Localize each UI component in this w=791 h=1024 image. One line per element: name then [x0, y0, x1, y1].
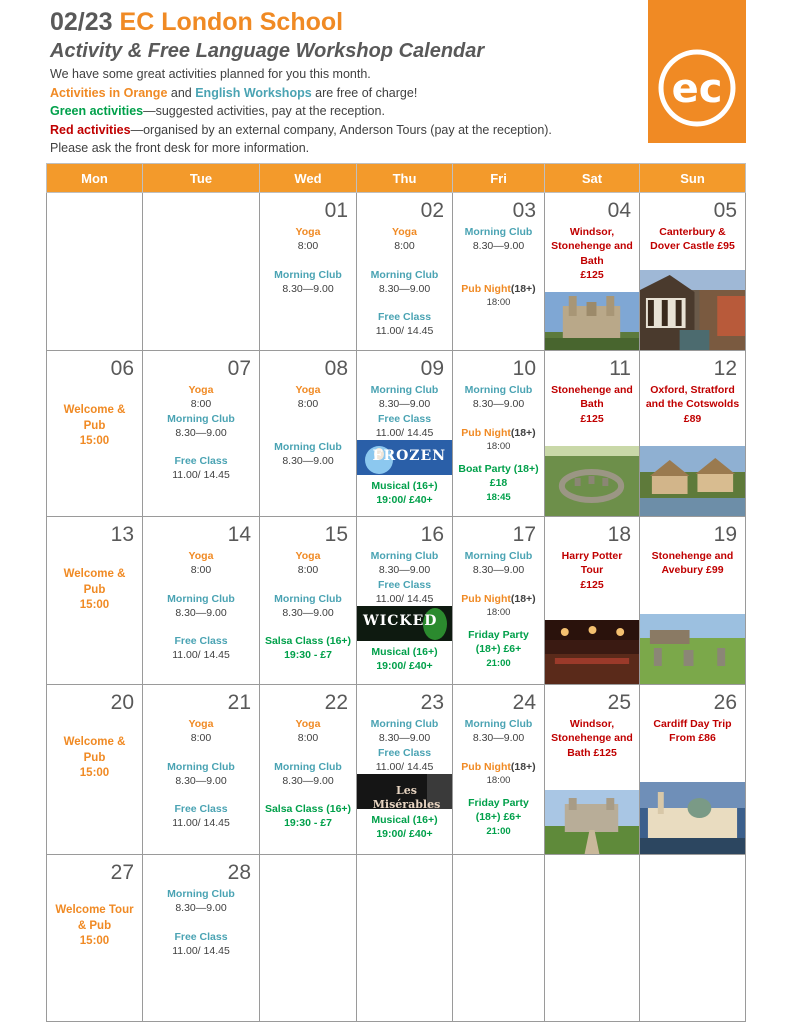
stonehenge-photo: [545, 446, 639, 516]
intro-line-1: We have some great activities planned for you this month.: [50, 67, 371, 81]
weekday-header-row: [47, 164, 746, 193]
welcome-pub: [47, 735, 142, 782]
harry-potter-photo: [545, 620, 639, 684]
header: [50, 6, 640, 158]
day-number: 08: [324, 357, 348, 380]
welcome-pub: [47, 403, 142, 450]
cotswolds-photo: [640, 446, 745, 516]
day-cell-20: [47, 685, 143, 855]
pub-night-label: Pub Night: [461, 426, 511, 439]
day-number: 13: [110, 523, 134, 546]
day-number: 14: [227, 523, 251, 546]
morning-club-time: 8.30—9.00: [175, 426, 227, 439]
trip-line: Stonehenge and: [551, 240, 633, 253]
free-class-label: Free Class: [377, 578, 432, 591]
day-number: 17: [512, 523, 536, 546]
empty-day: [47, 193, 143, 351]
day-number: 10: [512, 357, 536, 380]
free-class-label: Free Class: [174, 455, 228, 468]
day-number: 06: [110, 357, 134, 380]
wicked-banner: [357, 606, 452, 641]
pub-night-age: (18+): [510, 426, 536, 439]
day-cell-01: [260, 193, 357, 351]
yoga-time: 8:00: [297, 398, 319, 411]
day-number: 03: [512, 199, 536, 222]
intro-line-2: [50, 84, 640, 103]
welcome-pub-line: Welcome &: [63, 736, 126, 748]
empty-day: [143, 193, 260, 351]
free-class-time: 11.00/ 14.45: [172, 469, 230, 482]
trip-line: Stonehenge and: [551, 732, 633, 745]
day-cell-21: [143, 685, 260, 855]
boat-party-price: £18: [489, 477, 508, 490]
trip-info: [640, 549, 745, 578]
day-number: 20: [110, 691, 134, 714]
trip-price: Dover Castle £95: [650, 240, 735, 253]
free-class-time: 11.00/ 14.45: [375, 592, 434, 605]
yoga-time: 8:00: [190, 564, 212, 577]
weekday-fri: Fri: [453, 164, 545, 193]
trip-line: Windsor,: [569, 718, 615, 730]
intro-and: and: [167, 85, 196, 100]
wicked-title: WICKED: [363, 613, 438, 630]
ec-logo-icon: [657, 48, 737, 128]
trip-info: [640, 383, 745, 426]
day-cell-23: [357, 685, 453, 855]
empty-day: [453, 855, 545, 1022]
morning-club-time: 8.30—9.00: [378, 732, 431, 745]
weekday-sun: Sun: [640, 164, 746, 193]
day-events: [357, 225, 452, 339]
yoga-label: Yoga: [295, 226, 321, 238]
day-number: 26: [713, 691, 737, 714]
day-events: [453, 549, 544, 671]
morning-club-time: 8.30—9.00: [472, 240, 525, 253]
yoga-label: Yoga: [188, 384, 214, 396]
les-miserables-title: Les Misérables: [372, 784, 441, 810]
trip-price: Avebury £99: [661, 564, 724, 577]
morning-club-time: 8.30—9.00: [472, 564, 525, 577]
empty-day: [545, 855, 640, 1022]
day-events: [260, 717, 356, 831]
intro-text: [50, 65, 640, 158]
pub-night-age: (18+): [510, 282, 536, 295]
morning-club-time: 8.30—9.00: [282, 454, 334, 467]
free-class-label: Free Class: [174, 930, 228, 943]
pub-night-time: 18:00: [486, 774, 511, 786]
weekday-sat: Sat: [545, 164, 640, 193]
trip-line: and the Cotswolds: [645, 398, 740, 411]
pub-night-time: 18:00: [486, 440, 511, 452]
morning-club-label: Morning Club: [370, 384, 439, 396]
morning-club-label: Morning Club: [167, 412, 235, 425]
trip-info: [545, 549, 639, 592]
morning-club-label: Morning Club: [464, 718, 533, 730]
morning-club-time: 8.30—9.00: [282, 774, 334, 787]
trip-info: [640, 717, 745, 746]
day-number: 02: [420, 199, 444, 222]
welcome-tour-time: 15:00: [79, 935, 110, 947]
activities-orange-label: Activities in Orange: [50, 85, 168, 100]
salsa-class-label: Salsa Class (16+): [264, 635, 352, 648]
empty-day: [357, 855, 453, 1022]
day-number: 21: [227, 691, 251, 714]
yoga-label: Yoga: [188, 550, 214, 562]
pub-night-label: Pub Night: [461, 592, 511, 605]
day-cell-06: [47, 351, 143, 517]
morning-club-label: Morning Club: [370, 268, 439, 281]
day-events: [357, 717, 452, 842]
week-row-3: [47, 517, 746, 685]
morning-club-label: Morning Club: [274, 592, 342, 605]
week-row-1: [47, 193, 746, 351]
trip-price: From £86: [669, 732, 716, 745]
day-cell-18: [545, 517, 640, 685]
day-events: [143, 887, 259, 958]
yoga-label: Yoga: [295, 384, 321, 396]
musical-price: 19:00/ £40+: [376, 660, 433, 673]
trip-line: Bath: [580, 254, 604, 267]
morning-club-time: 8.30—9.00: [282, 282, 334, 295]
trip-line: Canterbury &: [659, 226, 726, 238]
day-number: 09: [420, 357, 444, 380]
musical-price: 19:00/ £40+: [376, 828, 433, 841]
day-events: [143, 717, 259, 831]
day-cell-15: [260, 517, 357, 685]
free-class-label: Free Class: [377, 311, 432, 324]
morning-club-time: 8.30—9.00: [175, 774, 227, 787]
trip-line: Stonehenge and: [551, 384, 633, 396]
friday-party-label: Friday Party: [468, 629, 529, 642]
morning-club-time: 8.30—9.00: [175, 606, 227, 619]
svg-text:ec: ec: [671, 66, 723, 112]
welcome-pub-time: 15:00: [79, 767, 110, 779]
green-activities-label: Green activities: [50, 104, 144, 118]
welcome-pub-time: 15:00: [79, 599, 110, 611]
week-row-4: [47, 685, 746, 855]
trip-price: £125: [580, 268, 604, 281]
day-events: [357, 549, 452, 674]
day-cell-14: [143, 517, 260, 685]
day-number: 25: [607, 691, 631, 714]
friday-party-price: (18+) £6+: [475, 643, 522, 656]
day-number: 19: [713, 523, 737, 546]
day-cell-27: [47, 855, 143, 1022]
green-activities-text: —suggested activities, pay at the reception.: [143, 104, 385, 118]
day-events: [453, 717, 544, 839]
day-cell-09: [357, 351, 453, 517]
trip-price: £125: [580, 412, 604, 425]
weekday-wed: Wed: [260, 164, 357, 193]
salsa-class-price: 19:30 - £7: [284, 817, 332, 830]
morning-club-label: Morning Club: [464, 550, 533, 562]
welcome-pub-line: Pub: [83, 583, 106, 596]
day-cell-25: [545, 685, 640, 855]
trip-info: [545, 225, 639, 282]
free-class-label: Free Class: [377, 746, 432, 759]
day-cell-17: [453, 517, 545, 685]
salsa-class-price: 19:30 - £7: [284, 649, 332, 662]
les-miserables-banner: [357, 774, 452, 809]
welcome-tour-line: Welcome Tour: [55, 904, 134, 916]
intro-line-3: [50, 102, 640, 121]
free-class-time: 11.00/ 14.45: [375, 760, 434, 773]
trip-price: £89: [683, 412, 702, 425]
pub-night-time: 18:00: [486, 606, 511, 618]
day-number: 12: [713, 357, 737, 380]
yoga-time: 8:00: [190, 398, 212, 411]
yoga-label: Yoga: [295, 718, 321, 730]
free-class-time: 11.00/ 14.45: [375, 426, 434, 439]
welcome-pub-line: Pub: [83, 751, 106, 764]
welcome-tour-line: & Pub: [77, 919, 112, 932]
trip-line: Harry Potter: [561, 550, 623, 562]
day-events: [143, 383, 259, 483]
pub-night-time: 18:00: [486, 296, 511, 308]
friday-party-price: (18+) £6+: [475, 811, 522, 824]
day-cell-02: [357, 193, 453, 351]
yoga-label: Yoga: [295, 550, 321, 562]
week-row-2: [47, 351, 746, 517]
week-row-5: [47, 855, 746, 1022]
day-cell-16: [357, 517, 453, 685]
morning-club-label: Morning Club: [464, 384, 533, 396]
trip-line: Cardiff Day Trip: [653, 718, 732, 730]
day-events: [143, 549, 259, 663]
empty-day: [260, 855, 357, 1022]
day-events: [260, 383, 356, 468]
morning-club-time: 8.30—9.00: [472, 732, 525, 745]
english-workshops-label: English Workshops: [195, 85, 312, 100]
empty-day: [640, 855, 746, 1022]
day-cell-04: [545, 193, 640, 351]
day-number: 07: [227, 357, 251, 380]
trip-line: Oxford, Stratford: [650, 384, 735, 396]
welcome-pub-line: Pub: [83, 419, 106, 432]
weekday-tue: Tue: [143, 164, 260, 193]
trip-price: £125: [580, 578, 604, 591]
windsor-photo: [545, 790, 639, 854]
yoga-label: Yoga: [392, 226, 417, 238]
morning-club-time: 8.30—9.00: [472, 398, 525, 411]
morning-club-label: Morning Club: [274, 760, 342, 773]
day-events: [260, 225, 356, 296]
trip-line: Windsor,: [569, 226, 615, 238]
day-cell-19: [640, 517, 746, 685]
frozen-banner: [357, 440, 452, 475]
trip-price: Bath £125: [567, 746, 617, 759]
day-number: 11: [609, 357, 631, 380]
free-class-label: Free Class: [377, 412, 432, 425]
day-number: 15: [324, 523, 348, 546]
musical-label: Musical (16+): [371, 814, 438, 827]
day-cell-12: [640, 351, 746, 517]
yoga-time: 8:00: [394, 240, 415, 253]
day-number: 22: [324, 691, 348, 714]
day-number: 04: [607, 199, 631, 222]
morning-club-label: Morning Club: [274, 440, 342, 453]
morning-club-time: 8.30—9.00: [282, 606, 334, 619]
weekday-mon: Mon: [47, 164, 143, 193]
yoga-time: 8:00: [190, 732, 212, 745]
yoga-time: 8:00: [297, 564, 319, 577]
pub-night-label: Pub Night: [461, 760, 511, 773]
musical-label: Musical (16+): [371, 480, 438, 493]
boat-party-label: Boat Party (18+): [458, 463, 539, 476]
title-date: 02/23: [50, 8, 113, 36]
friday-party-label: Friday Party: [468, 797, 529, 810]
day-events: [453, 225, 544, 310]
day-cell-07: [143, 351, 260, 517]
free-class-label: Free Class: [174, 635, 228, 648]
page-subtitle: Activity & Free Language Workshop Calendar: [50, 40, 485, 62]
day-cell-08: [260, 351, 357, 517]
free-of-charge-text: are free of charge!: [311, 85, 418, 100]
pub-night-age: (18+): [510, 592, 536, 605]
canterbury-photo: [640, 270, 745, 350]
day-number: 28: [227, 861, 251, 884]
musical-price: 19:00/ £40+: [376, 494, 433, 507]
friday-party-time: 21:00: [486, 825, 511, 837]
intro-line-4: [50, 121, 640, 140]
morning-club-time: 8.30—9.00: [378, 398, 431, 411]
trip-line: Bath: [580, 398, 604, 411]
intro-line-5: Please ask the front desk for more information.: [50, 141, 310, 155]
pub-night-age: (18+): [510, 760, 536, 773]
frozen-title: FROZEN: [372, 448, 446, 465]
salsa-class-label: Salsa Class (16+): [264, 803, 352, 816]
day-number: 05: [713, 199, 737, 222]
red-activities-label: Red activities: [50, 122, 131, 137]
ec-logo: [648, 0, 746, 143]
day-number: 27: [110, 861, 134, 884]
trip-info: [545, 717, 639, 760]
yoga-time: 8:00: [297, 732, 319, 745]
pub-night-label: Pub Night: [461, 282, 511, 295]
friday-party-time: 21:00: [486, 657, 511, 669]
yoga-label: Yoga: [188, 718, 214, 730]
trip-info: [545, 383, 639, 426]
welcome-pub-line: Welcome &: [63, 568, 126, 580]
morning-club-time: 8.30—9.00: [378, 282, 431, 295]
morning-club-label: Morning Club: [464, 226, 533, 238]
morning-club-label: Morning Club: [274, 268, 342, 281]
morning-club-time: 8.30—9.00: [378, 564, 431, 577]
day-events: [357, 383, 452, 508]
welcome-pub-line: Welcome &: [63, 404, 126, 416]
free-class-label: Free Class: [174, 803, 228, 816]
calendar-table: [46, 163, 746, 1022]
welcome-tour-pub: [47, 903, 142, 950]
morning-club-label: Morning Club: [370, 718, 439, 730]
day-cell-26: [640, 685, 746, 855]
day-cell-28: [143, 855, 260, 1022]
page-title: [50, 6, 640, 38]
day-number: 01: [324, 199, 348, 222]
avebury-photo: [640, 614, 745, 684]
trip-line: Stonehenge and: [651, 550, 734, 562]
free-class-time: 11.00/ 14.45: [172, 944, 230, 957]
weekday-thu: Thu: [357, 164, 453, 193]
free-class-time: 11.00/ 14.45: [172, 649, 230, 662]
day-cell-05: [640, 193, 746, 351]
yoga-time: 8:00: [297, 240, 319, 253]
morning-club-label: Morning Club: [167, 760, 235, 773]
cardiff-photo: [640, 782, 745, 854]
day-number: 24: [512, 691, 536, 714]
day-events: [260, 549, 356, 663]
boat-party-time: 18:45: [486, 491, 511, 503]
day-cell-22: [260, 685, 357, 855]
day-number: 23: [420, 691, 444, 714]
day-cell-13: [47, 517, 143, 685]
red-activities-text: —organised by an external company, Anderson Tours (pay at the reception).: [130, 122, 552, 137]
morning-club-time: 8.30—9.00: [175, 902, 227, 915]
morning-club-label: Morning Club: [370, 550, 439, 562]
free-class-time: 11.00/ 14.45: [375, 325, 434, 338]
day-cell-11: [545, 351, 640, 517]
day-number: 18: [607, 523, 631, 546]
trip-info: [640, 225, 745, 254]
day-number: 16: [420, 523, 444, 546]
musical-label: Musical (16+): [371, 646, 438, 659]
day-cell-10: [453, 351, 545, 517]
title-school: EC London School: [119, 8, 344, 36]
day-cell-03: [453, 193, 545, 351]
morning-club-label: Morning Club: [167, 592, 235, 605]
welcome-pub: [47, 567, 142, 614]
morning-club-label: Morning Club: [167, 888, 235, 900]
cathedral-photo: [545, 292, 639, 350]
day-cell-24: [453, 685, 545, 855]
welcome-pub-time: 15:00: [79, 435, 110, 447]
free-class-time: 11.00/ 14.45: [172, 817, 230, 830]
trip-line: Tour: [580, 564, 604, 577]
day-events: [453, 383, 544, 505]
